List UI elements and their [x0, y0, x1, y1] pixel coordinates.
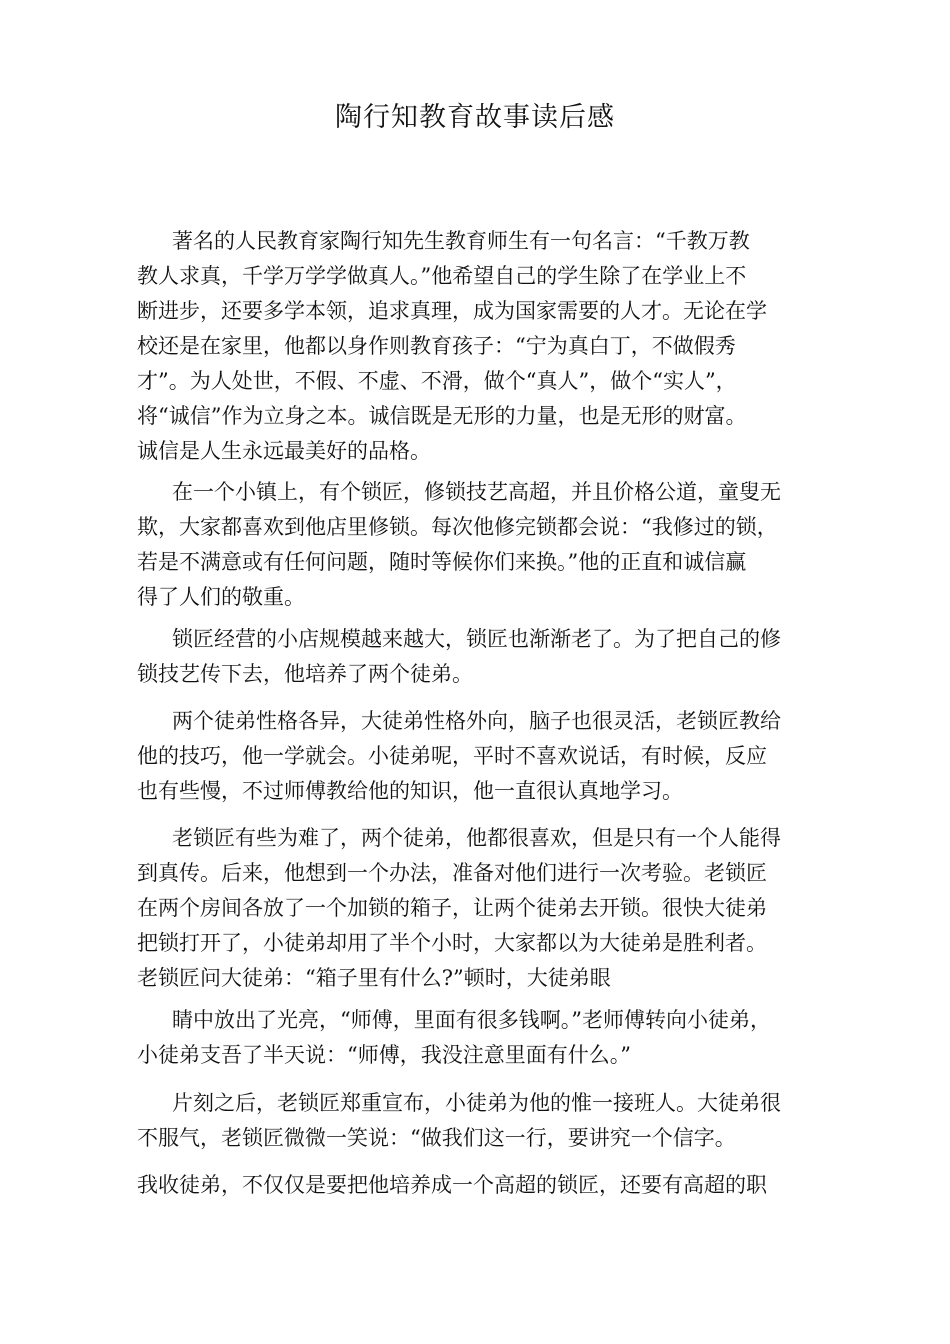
paragraph-line: 不服气，老锁匠微微一笑说：“做我们这一行，要讲究一个信字。 [137, 1126, 736, 1150]
paragraph-6 [137, 1003, 837, 1073]
paragraph-line: 片刻之后，老锁匠郑重宣布，小徒弟为他的惟一接班人。大徒弟很 [172, 1091, 781, 1115]
paragraph-line: 著名的人民教育家陶行知先生教育师生有一句名言：“千教万教 [172, 229, 750, 253]
paragraph-line: 诚信是人生永远最美好的品格。 [137, 439, 431, 463]
paragraph-line: 断进步，还要多学本领，追求真理，成为国家需要的人才。无论在学 [137, 299, 767, 323]
paragraph-line: 锁匠经营的小店规模越来越大，锁匠也渐渐老了。为了把自己的修 [172, 627, 781, 651]
paragraph-7 [137, 1086, 837, 1156]
paragraph-4 [137, 704, 837, 809]
paragraph-line: 老锁匠有些为难了，两个徒弟，他都很喜欢，但是只有一个人能得 [172, 826, 781, 850]
paragraph-line: 锁技艺传下去，他培养了两个徒弟。 [137, 662, 473, 686]
paragraph-line: 才”。为人处世，不假、不虚、不滑，做个“真人”，做个“实人”， [137, 369, 737, 393]
paragraph-2 [137, 475, 837, 615]
paragraph-line: 教人求真，千学万学学做真人。”他希望自己的学生除了在学业上不 [137, 264, 747, 288]
paragraph-line: 小徒弟支吾了半天说：“师傅，我没注意里面有什么。” [137, 1043, 631, 1067]
document-title: 陶行知教育故事读后感 [335, 102, 615, 133]
paragraph-line: 欺，大家都喜欢到他店里修锁。每次他修完锁都会说：“我修过的锁， [137, 515, 778, 539]
paragraph-1 [137, 224, 837, 469]
paragraph-line: 到真传。后来，他想到一个办法，准备对他们进行一次考验。老锁匠 [137, 861, 767, 885]
paragraph-line: 把锁打开了，小徒弟却用了半个小时，大家都以为大徒弟是胜利者。 [137, 931, 767, 955]
paragraph-line: 也有些慢，不过师傅教给他的知识，他一直很认真地学习。 [137, 779, 683, 803]
paragraph-8 [137, 1168, 837, 1203]
paragraph-5 [137, 821, 837, 996]
paragraph-line: 得了人们的敬重。 [137, 585, 305, 609]
paragraph-line: 两个徒弟性格各异，大徒弟性格外向，脑子也很灵活，老锁匠教给 [172, 709, 781, 733]
paragraph-line: 将“诚信”作为立身之本。诚信既是无形的力量，也是无形的财富。 [137, 404, 747, 428]
paragraph-line: 在两个房间各放了一个加锁的箱子，让两个徒弟去开锁。很快大徒弟 [137, 896, 767, 920]
paragraph-line: 老锁匠问大徒弟：“箱子里有什么?”顿时，大徒弟眼 [137, 966, 611, 990]
paragraph-line: 校还是在家里，他都以身作则教育孩子：“宁为真白丁，不做假秀 [137, 334, 736, 358]
paragraph-3 [137, 622, 837, 692]
paragraph-line: 他的技巧，他一学就会。小徒弟呢，平时不喜欢说话，有时候，反应 [137, 744, 767, 768]
paragraph-line: 我收徒弟，不仅仅是要把他培养成一个高超的锁匠，还要有高超的职 [137, 1173, 767, 1197]
paragraph-line: 在一个小镇上，有个锁匠，修锁技艺高超，并且价格公道，童叟无 [172, 480, 781, 504]
paragraph-line: 若是不满意或有任何问题，随时等候你们来换。”他的正直和诚信赢 [137, 550, 747, 574]
paragraph-line: 睛中放出了光亮，“师傅，里面有很多钱啊。”老师傅转向小徒弟， [172, 1008, 771, 1032]
